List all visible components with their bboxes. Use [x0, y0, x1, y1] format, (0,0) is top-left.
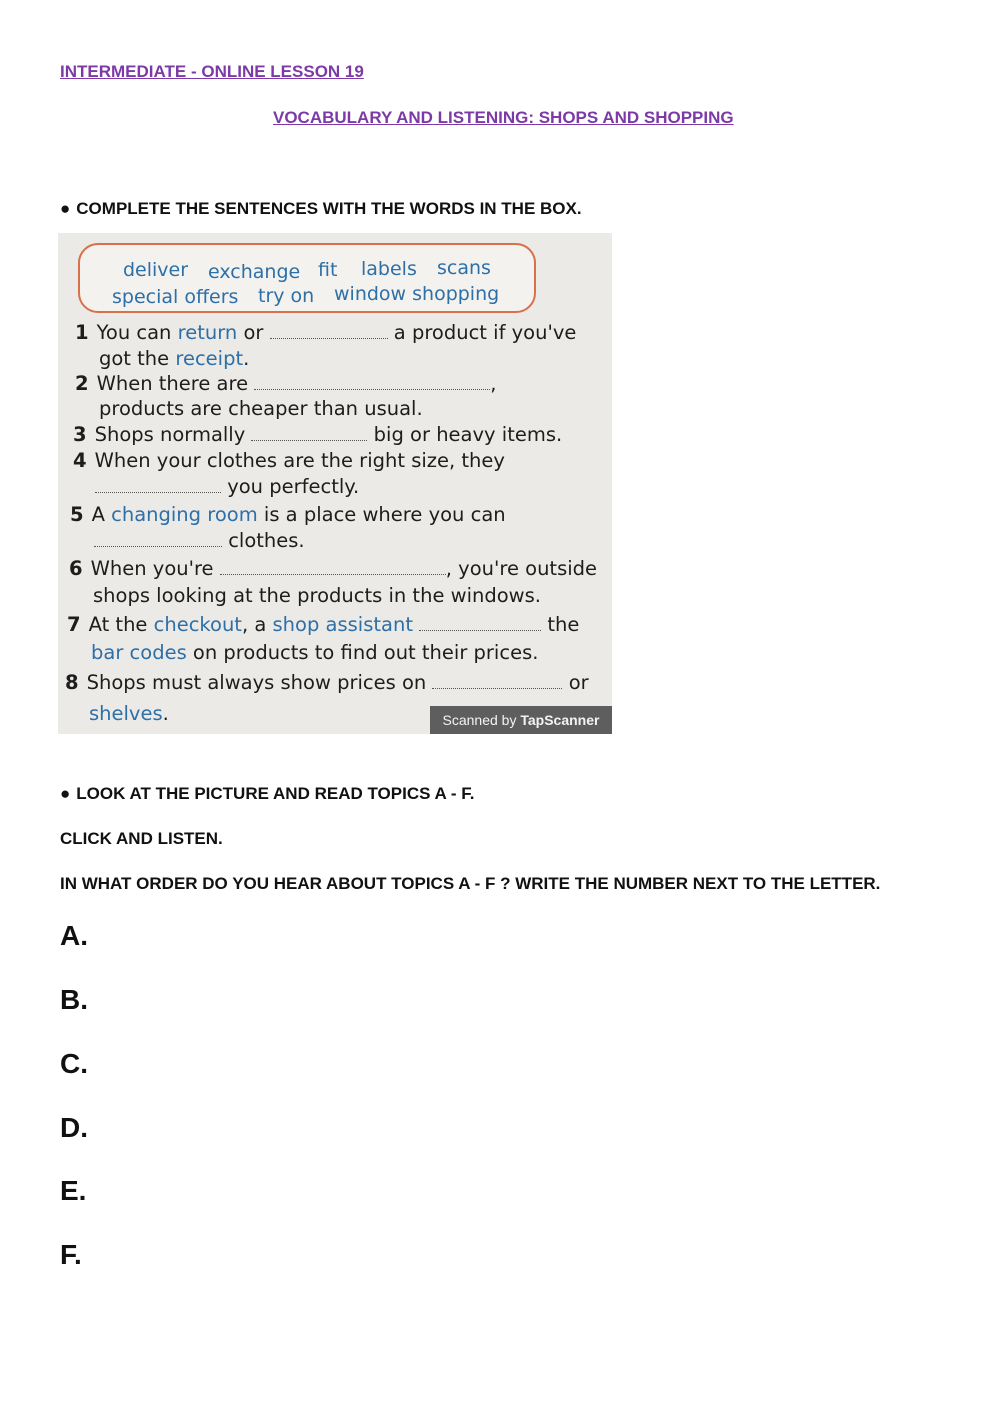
answer-letter-a: A. [60, 920, 88, 951]
sentence-5-line2 [94, 529, 305, 552]
answer-blank [254, 375, 490, 390]
highlight-word: shop assistant [272, 613, 413, 636]
sentence-text: , a [241, 613, 273, 636]
sentence-number: 4 [73, 449, 87, 472]
sentence-text: a product if you've [387, 321, 577, 344]
sentence-number: 5 [70, 503, 84, 526]
highlight-word: shelves [89, 702, 163, 725]
answer-blank [419, 616, 541, 631]
answer-blank [220, 560, 446, 575]
sentence-text: the [547, 613, 580, 636]
task1-instruction [60, 199, 582, 219]
sentence-number: 7 [67, 613, 81, 636]
sentence-text: big or heavy items. [373, 423, 563, 446]
answer-blank [270, 324, 388, 339]
sentence-text: You can [96, 321, 178, 344]
word-box [78, 243, 536, 313]
order-question-text: IN WHAT ORDER DO YOU HEAR ABOUT TOPICS A - F ? WRITE THE NUMBER NEXT TO THE LETTER. [60, 874, 881, 893]
section-title-link[interactable]: VOCABULARY AND LISTENING: SHOPS AND SHOPPING [273, 108, 734, 127]
highlight-word: receipt [175, 347, 244, 370]
sentence-4 [73, 449, 505, 472]
answer-letter-d: D. [60, 1112, 88, 1143]
task2-instruction [60, 784, 475, 804]
answer-blank [95, 478, 221, 493]
sentence-text: Shops must always show prices on [86, 671, 427, 694]
bullet-icon: ● [60, 784, 71, 803]
sentence-number: 8 [65, 671, 79, 694]
word-try-on: try on [258, 285, 315, 307]
sentence-1-line2 [99, 347, 249, 370]
sentence-text: Shops normally [94, 423, 246, 446]
sentence-number: 2 [75, 372, 89, 395]
sentence-text: . [162, 702, 169, 725]
sentence-text: When your clothes are the right size, they [94, 449, 505, 472]
answer-blank [94, 532, 222, 547]
sentence-4-line2 [95, 475, 359, 498]
sentence-text: When you're [90, 557, 214, 580]
sentence-text: or [568, 671, 589, 694]
answer-blank [432, 674, 562, 689]
highlight-word: checkout [153, 613, 242, 636]
sentence-text: When there are [96, 372, 249, 395]
sentence-2-line2 [99, 397, 423, 420]
answer-letter-f: F. [60, 1239, 82, 1270]
sentence-8-line2 [89, 702, 169, 725]
watermark-brand: TapScanner [520, 712, 600, 728]
word-labels: labels [361, 258, 417, 280]
answer-letter-c: C. [60, 1048, 88, 1079]
sentence-number: 3 [73, 423, 87, 446]
highlight-word: bar codes [91, 641, 187, 664]
watermark-prefix: Scanned by [442, 712, 521, 728]
sentence-5 [70, 503, 506, 526]
sentence-7-line2 [91, 641, 538, 664]
sentence-text: At the [88, 613, 154, 636]
sentence-6-line2 [93, 584, 541, 607]
sentence-text: got the [99, 347, 176, 370]
highlight-word: changing room [111, 503, 258, 526]
sentence-text: , you're outside [445, 557, 598, 580]
scanner-watermark [430, 706, 612, 734]
sentence-text: you perfectly. [227, 475, 360, 498]
sentence-text: , [490, 372, 497, 395]
word-window-shopping: window shopping [334, 283, 500, 305]
word-fit: fit [318, 259, 338, 281]
answer-blank [251, 426, 367, 441]
sentence-text: products are cheaper than usual. [99, 397, 423, 420]
word-special-offers: special offers [112, 286, 239, 308]
sentence-text: . [243, 347, 250, 370]
sentence-text: shops looking at the products in the windows. [93, 584, 541, 607]
sentence-text: or [237, 321, 270, 344]
sentence-2 [75, 372, 497, 395]
word-deliver: deliver [123, 259, 189, 281]
highlight-word: return [177, 321, 238, 344]
sentence-3 [73, 423, 562, 446]
task1-instruction-text: COMPLETE THE SENTENCES WITH THE WORDS IN THE BOX. [76, 199, 582, 218]
exercise-scan-image [58, 233, 612, 734]
sentence-8 [65, 671, 589, 694]
task2-instruction-text: LOOK AT THE PICTURE AND READ TOPICS A - F. [76, 784, 475, 803]
answer-letter-b: B. [60, 984, 88, 1015]
sentence-text: A [91, 503, 112, 526]
sentence-number: 1 [75, 321, 89, 344]
sentence-7 [67, 613, 579, 636]
sentence-text: on products to find out their prices. [186, 641, 539, 664]
lesson-title-link[interactable]: INTERMEDIATE - ONLINE LESSON 19 [60, 62, 364, 81]
word-scans: scans [437, 257, 491, 279]
answer-letter-e: E. [60, 1175, 87, 1206]
sentence-1 [75, 321, 576, 344]
bullet-icon: ● [60, 199, 71, 218]
sentence-number: 6 [69, 557, 83, 580]
word-exchange: exchange [208, 261, 301, 283]
sentence-text: is a place where you can [257, 503, 506, 526]
sentence-text: clothes. [228, 529, 305, 552]
click-listen-text: CLICK AND LISTEN. [60, 829, 223, 848]
sentence-6 [69, 557, 597, 580]
